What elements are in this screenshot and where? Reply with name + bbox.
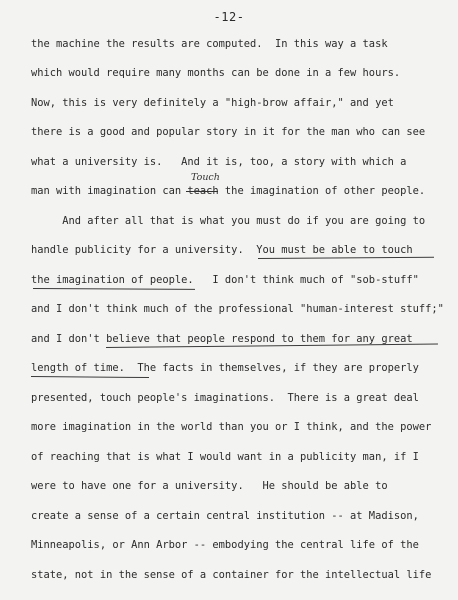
text-line: handle publicity for a university. You must be able to touch: [31, 244, 413, 256]
text-line: were to have one for a university. He should be able to: [31, 480, 388, 492]
text-line: Minneapolis, or Ann Arbor -- embodying the central life of the: [31, 539, 419, 551]
text-line: man with imagination can teach the imagination of other people.: [31, 185, 426, 197]
text-line: the imagination of people. I don't think much of "sob-stuff": [31, 274, 419, 286]
text-line: more imagination in the world than you or I think, and the power: [31, 421, 432, 433]
underline-mark: [33, 288, 195, 290]
underline-mark: [258, 257, 434, 259]
strikethrough-mark: [186, 191, 218, 192]
text-line: and I don't believe that people respond to them for any great: [31, 333, 413, 345]
text-line: state, not in the sense of a container for the intellectual life: [31, 569, 432, 581]
text-line: Now, this is very definitely a "high-brow affair," and yet: [31, 97, 394, 109]
page-number: -12-: [213, 10, 245, 24]
underline-mark: [31, 376, 149, 378]
text-line: presented, touch people's imaginations. There is a great deal: [31, 392, 419, 404]
text-line: create a sense of a certain central institution -- at Madison,: [31, 510, 419, 522]
text-line: what a university is. And it is, too, a story with which a: [31, 156, 407, 168]
text-line: and I don't think much of the professional "human-interest stuff;": [31, 303, 444, 315]
text-line: length of time. The facts in themselves, if they are properly: [31, 362, 419, 374]
text-line: there is a good and popular story in it for the man who can see: [31, 126, 426, 138]
text-line: And after all that is what you must do if you are going to: [31, 215, 426, 227]
text-line: the machine the results are computed. In this way a task: [31, 38, 388, 50]
handwritten-insertion: Touch: [191, 172, 220, 183]
text-line: of reaching that is what I would want in a publicity man, if I: [31, 451, 419, 463]
text-line: which would require many months can be done in a few hours.: [31, 67, 401, 79]
